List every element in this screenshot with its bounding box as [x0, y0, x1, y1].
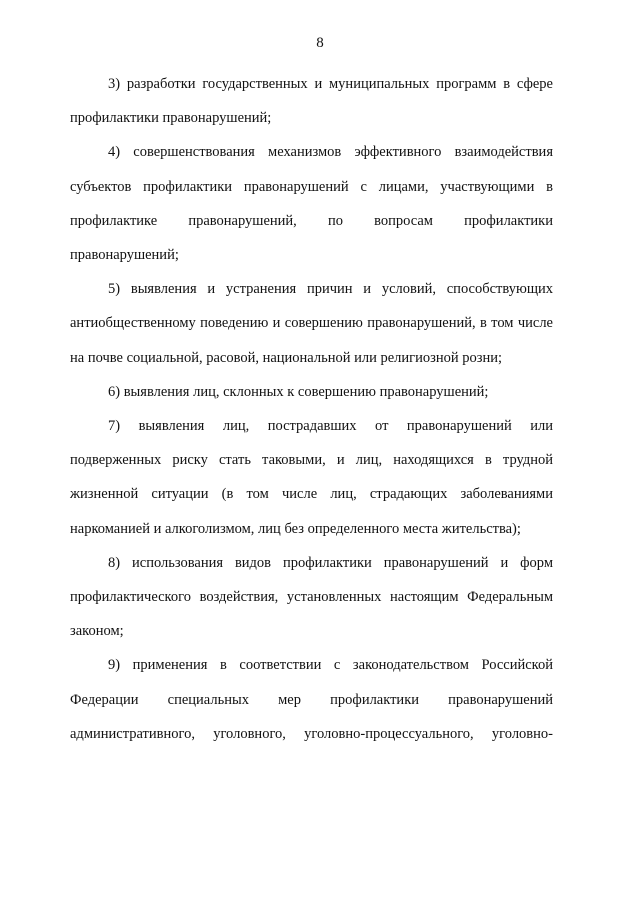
paragraph-item-3: 3) разработки государственных и муниципальных программ в сфере профилактики правонарушений; — [70, 76, 553, 127]
paragraph-item-8: 8) использования видов профилактики правонарушений и форм профилактического воздействия, установленных настоящим Федеральным законом; — [70, 554, 553, 640]
paragraph-item-7: 7) выявления лиц, пострадавших от правонарушений или подверженных риску стать таковыми, и лиц, находящихся в трудной жизненной ситуации (в том числе лиц, страдающих заболеваниями наркоманией и алкоголизмом, лиц без определенного места жительства); — [70, 418, 553, 537]
paragraph-item-6: 6) выявления лиц, склонных к совершению правонарушений; — [108, 383, 489, 400]
paragraph-item-5: 5) выявления и устранения причин и условий, способствующих антиобщественному поведению и совершению правонарушений, в том числе на почве социальной, расовой, национальной или религиозной розни; — [70, 281, 553, 366]
document-body — [70, 67, 553, 751]
paragraph-item-4: 4) совершенствования механизмов эффективного взаимодействия субъектов профилактики правонарушений с лицами, участвующими в профилактике правонарушений, по вопросам профилактики правонарушений; — [70, 144, 553, 264]
page-number: 8 — [316, 35, 324, 51]
paragraph-item-9: 9) применения в соответствии с законодательством Российской Федерации специальных мер профилактики правонарушений административного, уголовного, уголовно-процессуального, уголовно- — [70, 657, 553, 742]
